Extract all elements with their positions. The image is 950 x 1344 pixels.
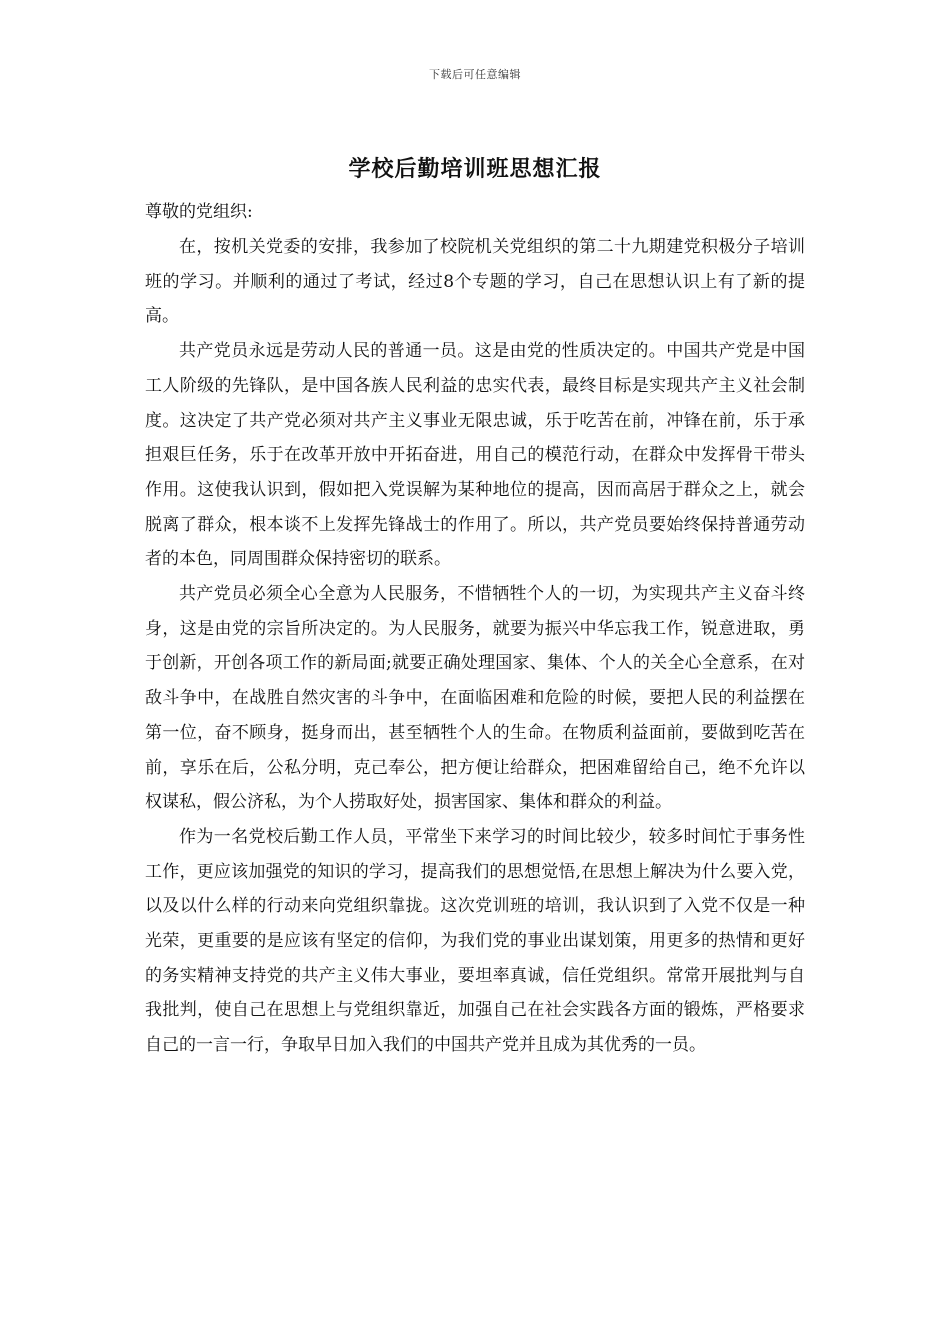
salutation: 尊敬的党组织: (145, 202, 253, 222)
paragraph-3: 共产党员必须全心全意为人民服务，不惜牺牲个人的一切，为实现共产主义奋斗终身，这是由党的宗旨所决定的。为人民服务，就要为振兴中华忘我工作，锐意进取，勇于创新，开创各项工作的新局面;就要正确处理国家、集体、个人的关全心全意系，在对敌斗争中，在战胜自然灾害的斗争中，在面临困难和危险的时候，要把人民的利益摆在第一位，奋不顾身，挺身而出，甚至牺牲个人的生命。在物质利益面前，要做到吃苦在前，享乐在后，公私分明，克己奉公，把方便让给群众，把困难留给自己，绝不允许以权谋私，假公济私，为个人捞取好处，损害国家、集体和群众的利益。 (145, 584, 805, 813)
paragraph-1: 在，按机关党委的安排，我参加了校院机关党组织的第二十九期建党积极分子培训班的学习。并顺利的通过了考试，经过8个专题的学习，自己在思想认识上有了新的提高。 (145, 237, 805, 327)
header-note: 下载后可任意编辑 (429, 68, 521, 81)
paragraph-2: 共产党员永远是劳动人民的普通一员。这是由党的性质决定的。中国共产党是中国工人阶级的先锋队，是中国各族人民利益的忠实代表，最终目标是实现共产主义社会制度。这决定了共产党必须对共产主义事业无限忠诚，乐于吃苦在前，冲锋在前，乐于承担艰巨任务，乐于在改革开放中开拓奋进，用自己的模范行动，在群众中发挥骨干带头作用。这使我认识到，假如把入党误解为某种地位的提高，因而高居于群众之上，就会脱离了群众，根本谈不上发挥先锋战士的作用了。所以，共产党员要始终保持普通劳动者的本色，同周围群众保持密切的联系。 (145, 341, 805, 570)
document-title: 学校后勤培训班思想汇报 (348, 156, 602, 182)
paragraph-4: 作为一名党校后勤工作人员，平常坐下来学习的时间比较少，较多时间忙于事务性工作，更应该加强党的知识的学习，提高我们的思想觉悟,在思想上解决为什么要入党，以及以什么样的行动来向党组织靠拢。这次党训班的培训，我认识到了入党不仅是一种光荣，更重要的是应该有坚定的信仰，为我们党的事业出谋划策，用更多的热情和更好的务实精神支持党的共产主义伟大事业，要坦率真诚，信任党组织。常常开展批判与自我批判，使自己在思想上与党组织靠近，加强自己在社会实践各方面的锻炼，严格要求自己的一言一行，争取早日加入我们的中国共产党并且成为其优秀的一员。 (145, 826, 805, 1056)
document-body (145, 196, 805, 1063)
